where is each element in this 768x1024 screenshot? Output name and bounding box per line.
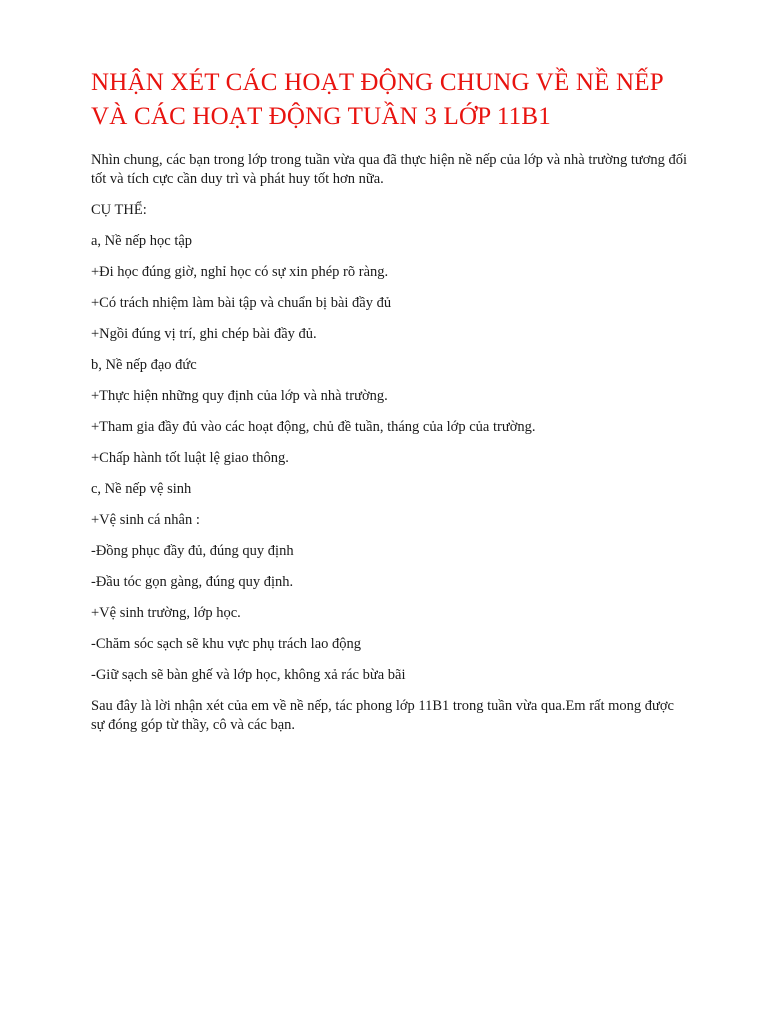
subsection-heading: a, Nề nếp học tập: [91, 233, 193, 249]
section-heading: CỤ THỂ:: [91, 202, 147, 218]
document-page: [91, 66, 691, 747]
intro-paragraph: Nhìn chung, các bạn trong lớp trong tuần vừa qua đã thực hiện nề nếp của lớp và nhà trường tương đối tốt và tích cực cần duy trì và phát huy tốt hơn nữa.: [91, 152, 688, 187]
subsection-heading: c, Nề nếp vệ sinh: [91, 481, 192, 497]
list-item: +Chấp hành tốt luật lệ giao thông.: [91, 450, 289, 466]
list-item: +Có trách nhiệm làm bài tập và chuẩn bị bài đầy đủ: [91, 295, 392, 311]
document-title: NHẬN XÉT CÁC HOẠT ĐỘNG CHUNG VỀ NỀ NẾP VÀ CÁC HOẠT ĐỘNG TUẦN 3 LỚP 11B1: [91, 69, 663, 130]
subsection-heading: b, Nề nếp đạo đức: [91, 357, 197, 373]
closing-paragraph: Sau đây là lời nhận xét của em về nề nếp, tác phong lớp 11B1 trong tuần vừa qua.Em rất mong được sự đóng góp từ thầy, cô và các bạn.: [91, 698, 674, 733]
list-item: -Đồng phục đầy đủ, đúng quy định: [91, 543, 294, 559]
list-item: +Thực hiện những quy định của lớp và nhà trường.: [91, 388, 388, 404]
list-item: +Vệ sinh trường, lớp học.: [91, 605, 241, 621]
list-item: -Đầu tóc gọn gàng, đúng quy định.: [91, 574, 294, 590]
list-item: +Ngồi đúng vị trí, ghi chép bài đầy đủ.: [91, 326, 317, 342]
list-item: +Vệ sinh cá nhân :: [91, 512, 200, 528]
list-item: -Giữ sạch sẽ bàn ghế và lớp học, không xả rác bừa bãi: [91, 667, 406, 683]
list-item: +Tham gia đầy đủ vào các hoạt động, chủ đề tuần, tháng của lớp của trường.: [91, 419, 536, 435]
list-item: -Chăm sóc sạch sẽ khu vực phụ trách lao động: [91, 636, 361, 652]
list-item: +Đi học đúng giờ, nghỉ học có sự xin phép rõ ràng.: [91, 264, 389, 280]
